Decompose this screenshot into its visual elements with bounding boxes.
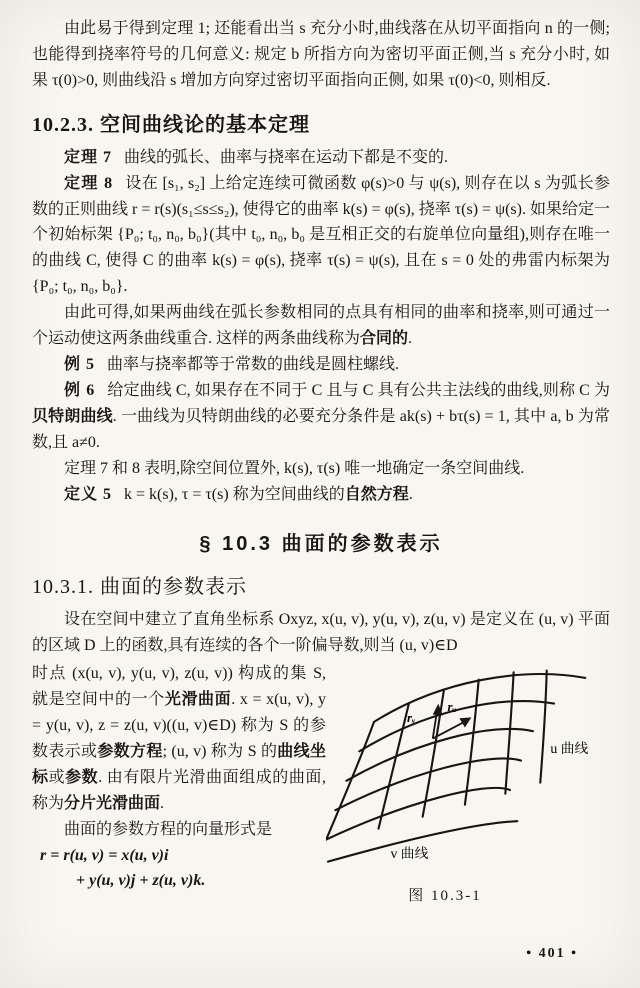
example-6-text-1: 给定曲线 C, 如果存在不同于 C 且与 C 具有公共主法线的曲线,则称 C 为 <box>107 381 610 399</box>
theorem-7-text: 曲线的弧长、曲率与挠率在运动下都是不变的. <box>124 148 449 166</box>
term-bertrand-curve: 贝特朗曲线 <box>32 407 113 425</box>
surface-text-2: . x = x(u, v), y = y(u, v), z = z(u, v)((u, v)∈D) 称为 S 的参数表示或 <box>32 691 326 760</box>
surface-text-1: 时点 (x(u, v), y(u, v), z(u, v)) 构成的集 S, 就是空间中的一个 <box>32 665 326 709</box>
term-curvilinear-coordinates: 曲线坐标 <box>32 742 326 786</box>
example-6-text-2: . 一曲线为贝特朗曲线的必要充分条件是 ak(s) + bτ(s) = 1, 其中 a, b 为常数,且 a≠0. <box>32 407 610 451</box>
surface-text-6: . <box>160 794 165 812</box>
surface-text-5: . 由有限片光滑曲面组成的曲面, 称为 <box>32 768 326 812</box>
theorem-8-text: 设在 [s₁, s₂] 上给定连续可微函数 φ(s)>0 与 ψ(s), 则存在以 s 为弧长参数的正则曲线 r = r(s)(s₁≤s≤s₂), 使得它的曲率 k(s) = φ(s), 挠率 τ(s) = ψ(s). 如果给定一个初始标架 {P₀; t₀, n₀, b₀}(其中 t₀, n₀, b₀ 是互相正交的右旋单位向量组),则存在唯一的曲线 C, 使得 C 的曲率 k(s) = φ(s), 挠率 τ(s) = ψ(s), 且在 s = 0 处的弗雷内标架为 {P₀; t₀, n₀, b₀}. <box>32 174 610 296</box>
paragraph-example-5 <box>32 352 610 378</box>
theorem-8-label: 定理 8 <box>64 174 114 192</box>
theorem-7-label: 定理 7 <box>64 148 113 166</box>
definition-5-label: 定义 5 <box>64 485 113 503</box>
term-natural-equations: 自然方程 <box>344 485 409 503</box>
example-5-text: 曲率与挠率都等于常数的曲线是圆柱螺线. <box>107 355 400 373</box>
term-parametric-equations: 参数方程 <box>97 742 163 760</box>
surface-text-4: 或 <box>48 768 66 786</box>
definition-5-period: . <box>408 485 413 503</box>
paragraph-theorem-7 <box>32 145 610 171</box>
definition-5-text-1: k = k(s), τ = τ(s) 称为空间曲线的 <box>124 485 345 503</box>
heading-10-2-3: 10.2.3. 空间曲线论的基本定理 <box>32 113 310 136</box>
example-6-label: 例 6 <box>64 381 96 399</box>
term-piecewise-smooth-surface: 分片光滑曲面 <box>64 794 161 812</box>
v-curve-label: v 曲线 <box>390 846 429 862</box>
formula-vector-form-line-2: + y(u, v)j + z(u, v)k. <box>76 872 206 890</box>
paragraph-vector-form-intro: 曲面的参数方程的向量形式是 <box>64 820 273 838</box>
paragraph-congruence <box>32 300 610 352</box>
ru-vector-label: rᵤ <box>447 700 457 715</box>
page-number: • 401 • <box>526 946 578 961</box>
example-5-label: 例 5 <box>64 355 96 373</box>
heading-10-3-1: 10.3.1. 曲面的参数表示 <box>32 576 247 599</box>
paragraph-surface-continued <box>32 661 326 816</box>
congruence-text: 由此可得,如果两曲线在弧长参数相同的点具有相同的曲率和挠率,则可通过一个运动使这两条曲线重合. 这样的两条曲线称为 <box>32 304 610 348</box>
surface-text-3: ; (u, v) 称为 S 的 <box>162 742 278 760</box>
paragraph-example-6 <box>32 378 610 456</box>
surface-grid-v-curves <box>326 671 547 840</box>
term-congruent: 合同的 <box>360 330 409 348</box>
two-column-area <box>32 661 610 905</box>
congruence-period: . <box>408 330 413 348</box>
heading-section-10-3: § 10.3 曲面的参数表示 <box>199 533 443 556</box>
paragraph-torsion-sign: 由此易于得到定理 1; 还能看出当 s 充分小时,曲线落在从切平面指向 n 的一侧; 也能得到挠率符号的几何意义: 规定 b 所指方向为密切平面正侧,当 s 充分小时, 如果 τ(0)>0, 则曲线沿 s 增加方向穿过密切平面指向正侧, 如果 τ(0)<0, 则相反. <box>32 20 610 89</box>
term-parameters: 参数 <box>65 768 99 786</box>
term-smooth-surface: 光滑曲面 <box>164 691 232 709</box>
paragraph-surface-lead: 设在空间中建立了直角坐标系 Oxyz, x(u, v), y(u, v), z(u, v) 是定义在 (u, v) 平面的区域 D 上的函数,具有连续的各个一阶偏导数,则当 (u, v)∈D <box>32 611 610 655</box>
u-curve-label: u 曲线 <box>550 741 589 757</box>
rv-vector-label: rᵥ <box>407 711 416 726</box>
figure-caption: 图 10.3-1 <box>408 888 482 905</box>
formula-vector-form-line-1: r = r(u, v) = x(u, v)i <box>40 846 169 864</box>
paragraph-remark: 定理 7 和 8 表明,除空间位置外, k(s), τ(s) 唯一地确定一条空间曲线. <box>64 459 525 477</box>
left-text-column <box>32 661 326 905</box>
figure-column <box>326 661 610 905</box>
surface-figure <box>326 665 602 869</box>
paragraph-theorem-8 <box>32 171 610 301</box>
paragraph-definition-5 <box>32 482 610 508</box>
